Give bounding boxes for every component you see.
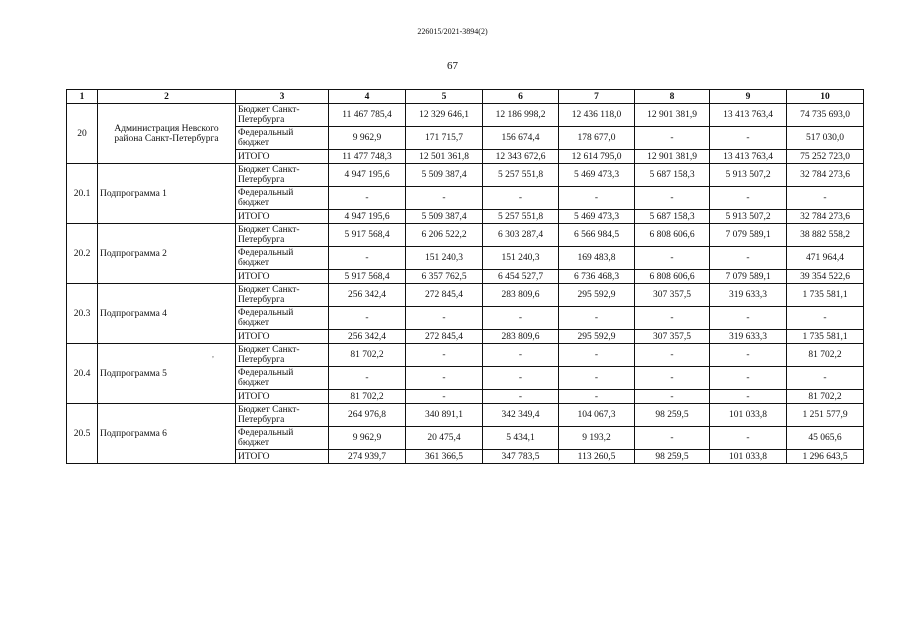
value-cell: 307 357,5 <box>635 284 710 307</box>
value-cell: 156 674,4 <box>483 127 559 150</box>
table-row <box>67 344 864 367</box>
funding-source: Бюджет Санкт-Петербурга <box>236 344 329 367</box>
value-cell: - <box>559 307 635 330</box>
document-id: 226015/2021-3894(2) <box>417 27 488 36</box>
table-row <box>67 404 864 427</box>
value-cell: 471 964,4 <box>787 247 864 270</box>
value-cell: 4 947 195,6 <box>329 210 406 224</box>
value-cell: 113 260,5 <box>559 450 635 464</box>
value-cell: 98 259,5 <box>635 450 710 464</box>
value-cell: 295 592,9 <box>559 330 635 344</box>
column-header-6: 6 <box>483 90 559 104</box>
value-cell: 340 891,1 <box>406 404 483 427</box>
funding-source: Федеральный бюджет <box>236 427 329 450</box>
value-cell: 1 296 643,5 <box>787 450 864 464</box>
value-cell: 256 342,4 <box>329 284 406 307</box>
table-row <box>67 224 864 247</box>
value-cell: - <box>635 344 710 367</box>
row-code: 20.2 <box>67 224 98 284</box>
page-number: 67 <box>447 60 458 72</box>
value-cell: - <box>329 187 406 210</box>
funding-source: Федеральный бюджет <box>236 187 329 210</box>
funding-source: Бюджет Санкт-Петербурга <box>236 164 329 187</box>
value-cell: 7 079 589,1 <box>710 270 787 284</box>
value-cell: 1 735 581,1 <box>787 284 864 307</box>
value-cell: 5 509 387,4 <box>406 210 483 224</box>
value-cell: - <box>710 390 787 404</box>
value-cell: 264 976,8 <box>329 404 406 427</box>
value-cell: 12 329 646,1 <box>406 104 483 127</box>
value-cell: 12 343 672,6 <box>483 150 559 164</box>
value-cell: 361 366,5 <box>406 450 483 464</box>
value-cell: 295 592,9 <box>559 284 635 307</box>
value-cell: 347 783,5 <box>483 450 559 464</box>
funding-source: ИТОГО <box>236 330 329 344</box>
value-cell: 81 702,2 <box>329 344 406 367</box>
value-cell: - <box>329 247 406 270</box>
row-name: Подпрограмма 1 <box>98 164 236 224</box>
column-header-4: 4 <box>329 90 406 104</box>
table-row <box>67 104 864 127</box>
value-cell: - <box>329 307 406 330</box>
value-cell: 12 901 381,9 <box>635 150 710 164</box>
value-cell: 307 357,5 <box>635 330 710 344</box>
table-header-row <box>67 90 864 104</box>
value-cell: 12 901 381,9 <box>635 104 710 127</box>
funding-source: ИТОГО <box>236 270 329 284</box>
value-cell: 6 566 984,5 <box>559 224 635 247</box>
value-cell: 6 736 468,3 <box>559 270 635 284</box>
row-code: 20.4 <box>67 344 98 404</box>
value-cell: 5 257 551,8 <box>483 210 559 224</box>
value-cell: 12 501 361,8 <box>406 150 483 164</box>
value-cell: - <box>483 187 559 210</box>
value-cell: 272 845,4 <box>406 284 483 307</box>
value-cell: 283 809,6 <box>483 284 559 307</box>
value-cell: 6 206 522,2 <box>406 224 483 247</box>
value-cell: 9 962,9 <box>329 127 406 150</box>
value-cell: - <box>710 427 787 450</box>
value-cell: 74 735 693,0 <box>787 104 864 127</box>
value-cell: 274 939,7 <box>329 450 406 464</box>
row-code: 20.5 <box>67 404 98 464</box>
value-cell: - <box>635 390 710 404</box>
value-cell: 9 193,2 <box>559 427 635 450</box>
row-code: 20 <box>67 104 98 164</box>
value-cell: 283 809,6 <box>483 330 559 344</box>
value-cell: - <box>559 187 635 210</box>
value-cell: - <box>710 247 787 270</box>
column-header-1: 1 <box>67 90 98 104</box>
value-cell: 45 065,6 <box>787 427 864 450</box>
value-cell: 81 702,2 <box>329 390 406 404</box>
value-cell: - <box>483 344 559 367</box>
funding-source: ИТОГО <box>236 390 329 404</box>
value-cell: 6 808 606,6 <box>635 224 710 247</box>
value-cell: 104 067,3 <box>559 404 635 427</box>
value-cell: 319 633,3 <box>710 330 787 344</box>
value-cell: 5 469 473,3 <box>559 164 635 187</box>
value-cell: 101 033,8 <box>710 450 787 464</box>
funding-source: ИТОГО <box>236 450 329 464</box>
value-cell: 13 413 763,4 <box>710 150 787 164</box>
value-cell: 6 808 606,6 <box>635 270 710 284</box>
value-cell: 319 633,3 <box>710 284 787 307</box>
value-cell: 517 030,0 <box>787 127 864 150</box>
row-name: Подпрограмма 5 <box>98 344 236 404</box>
value-cell: 5 917 568,4 <box>329 224 406 247</box>
funding-source: Бюджет Санкт-Петербурга <box>236 104 329 127</box>
value-cell: 272 845,4 <box>406 330 483 344</box>
value-cell: - <box>635 427 710 450</box>
row-name: Администрация Невского района Санкт-Петербурга <box>98 104 236 164</box>
value-cell: 12 186 998,2 <box>483 104 559 127</box>
value-cell: 81 702,2 <box>787 390 864 404</box>
column-header-10: 10 <box>787 90 864 104</box>
row-name: Подпрограмма 4 <box>98 284 236 344</box>
row-name: Подпрограмма 6 <box>98 404 236 464</box>
value-cell: 32 784 273,6 <box>787 210 864 224</box>
value-cell: - <box>635 307 710 330</box>
row-code: 20.3 <box>67 284 98 344</box>
value-cell: - <box>559 390 635 404</box>
value-cell: 32 784 273,6 <box>787 164 864 187</box>
value-cell: 5 469 473,3 <box>559 210 635 224</box>
scan-mark: , <box>212 350 214 359</box>
funding-source: Федеральный бюджет <box>236 307 329 330</box>
funding-source: Федеральный бюджет <box>236 127 329 150</box>
funding-source: Бюджет Санкт-Петербурга <box>236 224 329 247</box>
value-cell: 6 357 762,5 <box>406 270 483 284</box>
value-cell: 7 079 589,1 <box>710 224 787 247</box>
value-cell: - <box>406 187 483 210</box>
column-header-5: 5 <box>406 90 483 104</box>
value-cell: 81 702,2 <box>787 344 864 367</box>
value-cell: 5 917 568,4 <box>329 270 406 284</box>
value-cell: - <box>710 307 787 330</box>
value-cell: 342 349,4 <box>483 404 559 427</box>
value-cell: 171 715,7 <box>406 127 483 150</box>
value-cell: - <box>483 307 559 330</box>
value-cell: - <box>483 390 559 404</box>
value-cell: - <box>406 307 483 330</box>
value-cell: 5 687 158,3 <box>635 164 710 187</box>
value-cell: 5 434,1 <box>483 427 559 450</box>
column-header-7: 7 <box>559 90 635 104</box>
value-cell: - <box>406 390 483 404</box>
value-cell: 5 257 551,8 <box>483 164 559 187</box>
value-cell: - <box>329 367 406 390</box>
value-cell: 151 240,3 <box>406 247 483 270</box>
value-cell: - <box>483 367 559 390</box>
column-header-2: 2 <box>98 90 236 104</box>
value-cell: - <box>406 344 483 367</box>
table-row <box>67 284 864 307</box>
value-cell: - <box>559 344 635 367</box>
value-cell: 5 913 507,2 <box>710 210 787 224</box>
value-cell: 20 475,4 <box>406 427 483 450</box>
budget-table <box>66 89 864 464</box>
value-cell: - <box>787 367 864 390</box>
value-cell: - <box>559 367 635 390</box>
table-body <box>67 104 864 464</box>
value-cell: 178 677,0 <box>559 127 635 150</box>
value-cell: - <box>787 187 864 210</box>
value-cell: 38 882 558,2 <box>787 224 864 247</box>
value-cell: 98 259,5 <box>635 404 710 427</box>
value-cell: 12 614 795,0 <box>559 150 635 164</box>
column-header-9: 9 <box>710 90 787 104</box>
value-cell: 11 467 785,4 <box>329 104 406 127</box>
column-header-3: 3 <box>236 90 329 104</box>
value-cell: - <box>710 127 787 150</box>
value-cell: - <box>710 344 787 367</box>
value-cell: 39 354 522,6 <box>787 270 864 284</box>
funding-source: Бюджет Санкт-Петербурга <box>236 284 329 307</box>
value-cell: - <box>406 367 483 390</box>
value-cell: 75 252 723,0 <box>787 150 864 164</box>
value-cell: 4 947 195,6 <box>329 164 406 187</box>
value-cell: 5 687 158,3 <box>635 210 710 224</box>
value-cell: - <box>635 187 710 210</box>
funding-source: Федеральный бюджет <box>236 247 329 270</box>
funding-source: ИТОГО <box>236 150 329 164</box>
value-cell: - <box>635 367 710 390</box>
value-cell: - <box>635 127 710 150</box>
table-row <box>67 164 864 187</box>
value-cell: 11 477 748,3 <box>329 150 406 164</box>
funding-source: Бюджет Санкт-Петербурга <box>236 404 329 427</box>
row-name: Подпрограмма 2 <box>98 224 236 284</box>
value-cell: 5 913 507,2 <box>710 164 787 187</box>
value-cell: 169 483,8 <box>559 247 635 270</box>
funding-source: Федеральный бюджет <box>236 367 329 390</box>
value-cell: 6 303 287,4 <box>483 224 559 247</box>
value-cell: 12 436 118,0 <box>559 104 635 127</box>
value-cell: 256 342,4 <box>329 330 406 344</box>
value-cell: - <box>635 247 710 270</box>
value-cell: 5 509 387,4 <box>406 164 483 187</box>
value-cell: - <box>710 187 787 210</box>
column-header-8: 8 <box>635 90 710 104</box>
row-code: 20.1 <box>67 164 98 224</box>
value-cell: - <box>787 307 864 330</box>
value-cell: 9 962,9 <box>329 427 406 450</box>
funding-source: ИТОГО <box>236 210 329 224</box>
value-cell: 101 033,8 <box>710 404 787 427</box>
value-cell: 1 251 577,9 <box>787 404 864 427</box>
value-cell: 151 240,3 <box>483 247 559 270</box>
value-cell: 13 413 763,4 <box>710 104 787 127</box>
value-cell: 6 454 527,7 <box>483 270 559 284</box>
value-cell: - <box>710 367 787 390</box>
value-cell: 1 735 581,1 <box>787 330 864 344</box>
